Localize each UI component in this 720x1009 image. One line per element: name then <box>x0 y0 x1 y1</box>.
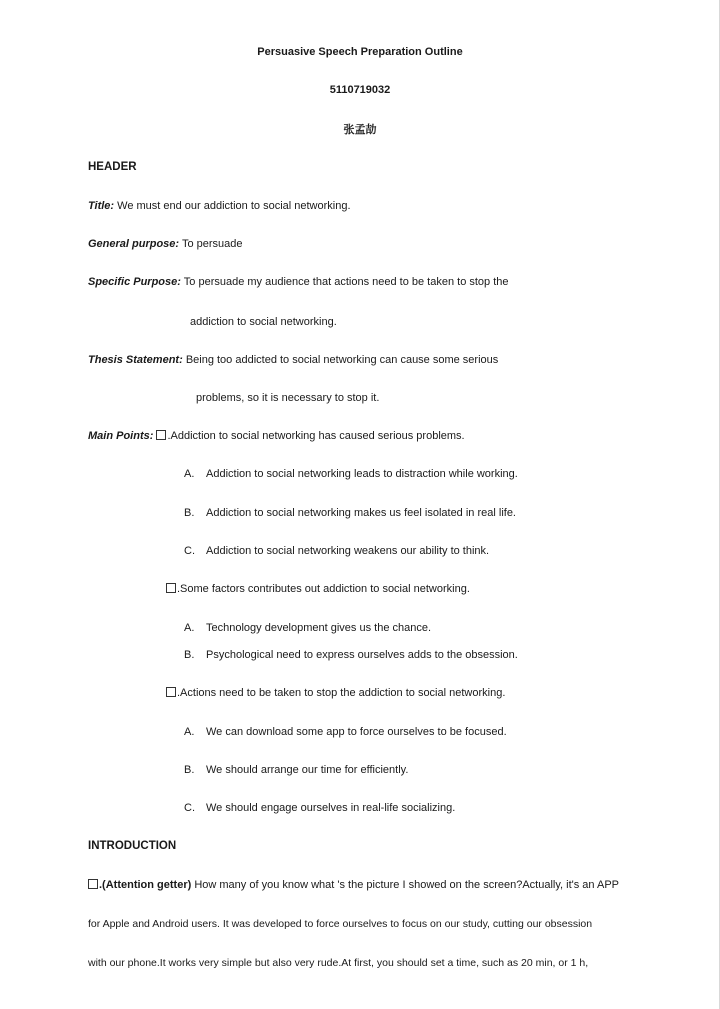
subpoint-letter: B. <box>184 507 195 519</box>
subpoint-2a <box>184 621 431 635</box>
intro-line-1 <box>88 878 619 892</box>
checkbox-icon <box>88 879 98 889</box>
subpoint-text: Addiction to social networking makes us feel isolated in real life. <box>206 507 516 519</box>
thesis-line <box>88 353 498 367</box>
subpoint-2b <box>184 648 518 662</box>
specific-purpose-value: To persuade my audience that actions need to be taken to stop the <box>183 276 509 288</box>
subpoint-1b <box>184 506 516 520</box>
main-points-label: Main Points: <box>88 430 154 442</box>
specific-purpose-label: Specific Purpose: <box>88 276 181 288</box>
author-name: 张孟劼 <box>343 124 377 136</box>
subpoint-letter: A. <box>184 622 195 634</box>
main-point-3: .Actions need to be taken to stop the addiction to social networking. <box>177 687 506 699</box>
main-points-line <box>88 429 465 443</box>
intro-line-2: for Apple and Android users. It was developed to force ourselves to focus on our study, cutting our obsession <box>88 918 593 930</box>
subpoint-3a <box>184 725 507 739</box>
checkbox-icon <box>156 430 166 440</box>
subpoint-text: We should engage ourselves in real-life socializing. <box>206 802 456 814</box>
main-point-1: .Addiction to social networking has caused serious problems. <box>167 430 465 442</box>
thesis-value: Being too addicted to social networking can cause some serious <box>185 354 499 366</box>
subpoint-text: Addiction to social networking weakens our ability to think. <box>206 545 490 557</box>
general-purpose-label: General purpose: <box>88 238 180 250</box>
general-purpose-line <box>88 237 242 251</box>
intro-text: How many of you know what 's the picture I showed on the screen?Actually, it's an APP <box>194 879 619 891</box>
thesis-continuation: problems, so it is necessary to stop it. <box>196 392 380 404</box>
attention-getter-label: .(Attention getter) <box>99 879 192 891</box>
specific-purpose-continuation: addiction to social networking. <box>190 316 337 328</box>
main-point-2-line <box>166 582 470 596</box>
title-value: We must end our addiction to social networking. <box>117 200 351 212</box>
subpoint-letter: B. <box>184 764 195 776</box>
subpoint-letter: A. <box>184 468 195 480</box>
subpoint-text: We should arrange our time for efficiently. <box>206 764 409 776</box>
subpoint-letter: C. <box>184 545 195 557</box>
thesis-label: Thesis Statement: <box>88 354 183 366</box>
header-heading: HEADER <box>88 161 137 173</box>
intro-line-3: with our phone.It works very simple but also very rude.At first, you should set a time, such as 20 min, or 1 h, <box>88 957 589 969</box>
subpoint-3c <box>184 801 455 815</box>
general-purpose-value: To persuade <box>181 238 243 250</box>
specific-purpose-line <box>88 275 509 289</box>
main-point-2: .Some factors contributes out addiction to social networking. <box>177 583 470 595</box>
introduction-heading: INTRODUCTION <box>88 840 177 852</box>
subpoint-text: Psychological need to express ourselves adds to the obsession. <box>206 649 518 661</box>
subpoint-text: We can download some app to force ourselves to be focused. <box>206 726 507 738</box>
subpoint-letter: C. <box>184 802 195 814</box>
student-id: 5110719032 <box>329 84 391 96</box>
subpoint-1a <box>184 467 518 481</box>
subpoint-letter: B. <box>184 649 195 661</box>
subpoint-text: Addiction to social networking leads to distraction while working. <box>206 468 518 480</box>
main-point-3-line <box>166 686 505 700</box>
document-title: Persuasive Speech Preparation Outline <box>257 46 463 58</box>
subpoint-3b <box>184 763 408 777</box>
subpoint-text: Technology development gives us the chance. <box>206 622 432 634</box>
checkbox-icon <box>166 583 176 593</box>
title-label: Title: <box>88 200 115 212</box>
subpoint-letter: A. <box>184 726 195 738</box>
title-line <box>88 199 351 213</box>
checkbox-icon <box>166 687 176 697</box>
subpoint-1c <box>184 544 489 558</box>
